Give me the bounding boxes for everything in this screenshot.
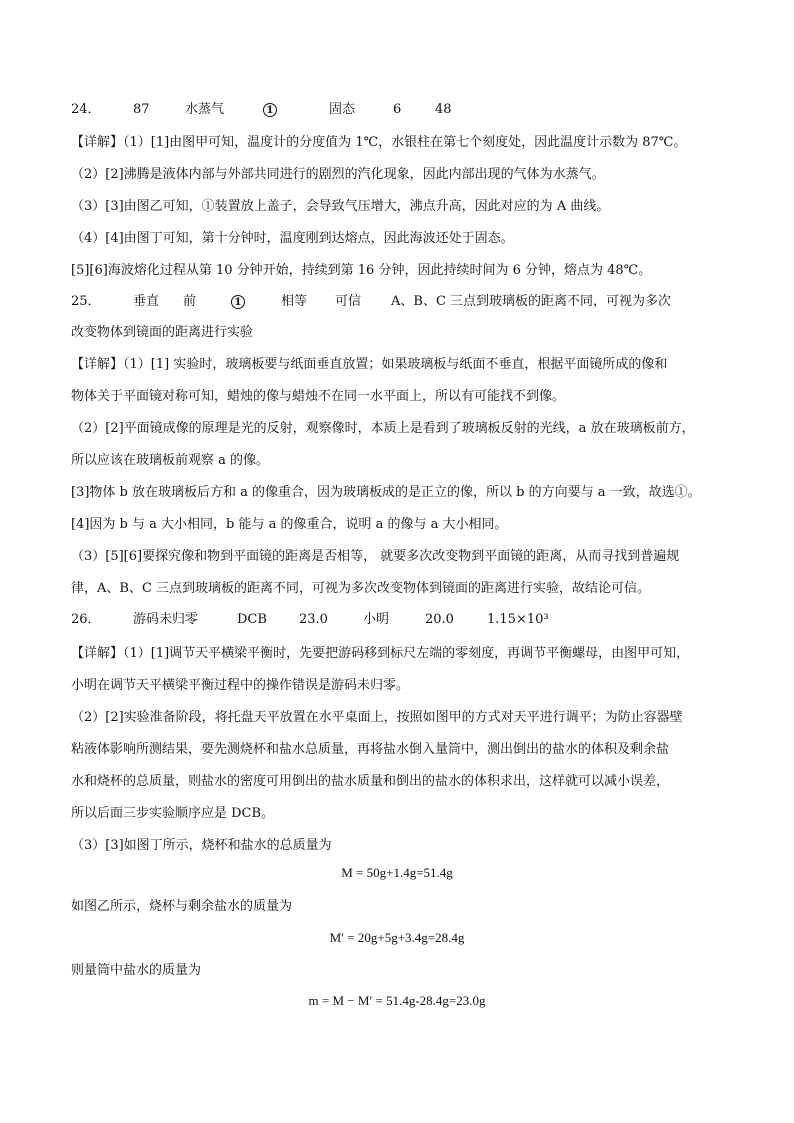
q25-detail-line: 所以应该在玻璃板前观察 a 的像。: [71, 453, 270, 468]
q25-answer-3: [231, 293, 281, 311]
equation-remaining-mass: M′ = 20g+5g+3.4g=28.4g: [329, 930, 465, 945]
q26-detail-line: （3）[3]如图丁所示，烧杯和盐水的总质量为: [71, 838, 332, 853]
circled-one-icon: 1: [231, 295, 245, 309]
q25-answer-5: 可信: [335, 294, 362, 309]
q25-number: 25．: [71, 294, 101, 309]
q26-detail-line: 水和烧杯的总质量，则盐水的密度可用倒出的盐水质量和倒出的盐水的体积求出，这样就可以减小误差，: [71, 774, 670, 789]
q26-answer-6: 1.15×10³: [487, 612, 549, 627]
q26-detail-line: 如图乙所示，烧杯与剩余盐水的质量为: [71, 899, 293, 914]
q24-detail-line: （2）[2]沸腾是液体内部与外部共同进行的剧烈的汽化现象，因此内部出现的气体为水蒸气。: [71, 167, 605, 182]
q26-answer-2: DCB: [237, 612, 267, 627]
q26-answer-1: 游码未归零: [133, 612, 199, 627]
q25-detail-line: [3]物体 b 放在玻璃板后方和 a 的像重合，因为玻璃板成的是正立的像，所以 b 的方向要与 a 一致，故选①。: [71, 485, 701, 500]
q24-detail-line: 【详解】（1）[1]由图甲可知，温度计的分度值为 1℃，水银柱在第七个刻度处，因此温度计示数为 87℃。: [71, 135, 687, 150]
q24-answer-1: 87: [133, 102, 150, 117]
q26-answer-4: 小明: [363, 612, 390, 627]
q24-answer-4: 固态: [329, 102, 356, 117]
q26-detail-line: 粘液体影响所测结果，要先测烧杯和盐水总质量，再将盐水倒入量筒中，测出倒出的盐水的体积及剩余盐: [71, 742, 670, 757]
q26-detail-line: 【详解】（1）[1]调节天平横梁平衡时，先要把游码移到标尺左端的零刻度，再调节平衡螺母，由图甲可知，: [71, 646, 690, 661]
q25-detail-line: [4]因为 b 与 a 大小相同，b 能与 a 的像重合，说明 a 的像与 a 大小相同。: [71, 517, 508, 532]
q24-answer-row: [71, 101, 723, 119]
q26-answer-5: 20.0: [425, 612, 454, 627]
circled-one-icon: 1: [263, 103, 277, 117]
q25-answer-2: 前: [183, 294, 197, 309]
q26-detail-line: 则量筒中盐水的质量为: [71, 963, 202, 978]
equation-saltwater-mass: m = M − M′ = 51.4g-28.4g=23.0g: [308, 993, 486, 1008]
q24-answer-6: 48: [435, 102, 452, 117]
q24-detail-line: （3）[3]由图乙可知，①装置放上盖子，会导致气压增大，沸点升高，因此对应的为 A 曲线。: [71, 199, 610, 214]
q24-answer-3: [263, 101, 329, 119]
q24-answer-2: 水蒸气: [185, 102, 225, 117]
q24-detail-line: （4）[4]由图丁可知，第十分钟时，温度刚到达熔点，因此海波还处于固态。: [71, 231, 514, 246]
q25-answer-1: 垂直: [133, 294, 160, 309]
q25-answer-6: A、B、C 三点到玻璃板的距离不同，可视为多次: [391, 294, 672, 309]
q25-detail-line: 律，A、B、C 三点到玻璃板的距离不同，可视为多次改变物体到镜面的距离进行实验，故结论可信。: [71, 581, 651, 596]
q25-detail-line: 改变物体到镜面的距离进行实验: [71, 325, 254, 340]
q25-answer-row: [71, 293, 723, 311]
q24-detail-line: [5][6]海波熔化过程从第 10 分钟开始，持续到第 16 分钟，因此持续时间为 6 分钟，熔点为 48℃。: [71, 263, 652, 278]
q26-number: 26．: [71, 612, 101, 627]
q25-detail-line: （2）[2]平面镜成像的原理是光的反射，观察像时，本质上是看到了玻璃板反射的光线，a 放在玻璃板前方，: [71, 421, 695, 436]
q25-detail-line: 【详解】（1）[1] 实验时，玻璃板要与纸面垂直放置；如果玻璃板与纸面不垂直，根据平面镜所成的像和: [71, 357, 668, 372]
q24-number: 24．: [71, 102, 101, 117]
q25-detail-line: 物体关于平面镜对称可知，蜡烛的像与蜡烛不在同一水平面上，所以有可能找不到像。: [71, 389, 566, 404]
q26-detail-line: （2）[2]实验准备阶段，将托盘天平放置在水平桌面上，按照如图甲的方式对天平进行调平；为防止容器壁: [71, 710, 683, 725]
q24-answer-5: 6: [393, 102, 402, 117]
q26-answer-3: 23.0: [299, 612, 328, 627]
equation-total-mass: M = 50g+1.4g=51.4g: [341, 865, 453, 880]
q25-detail-line: （3）[5][6]要探究像和物到平面镜的距离是否相等， 就要多次改变物到平面镜的距离，从而寻找到普遍规: [71, 549, 680, 564]
q26-answer-row: [71, 611, 723, 629]
q26-detail-line: 小明在调节天平横梁平衡过程中的操作错误是游码未归零。: [71, 678, 410, 693]
q25-answer-4: 相等: [281, 294, 308, 309]
q26-detail-line: 所以后面三步实验顺序应是 DCB。: [71, 806, 275, 821]
